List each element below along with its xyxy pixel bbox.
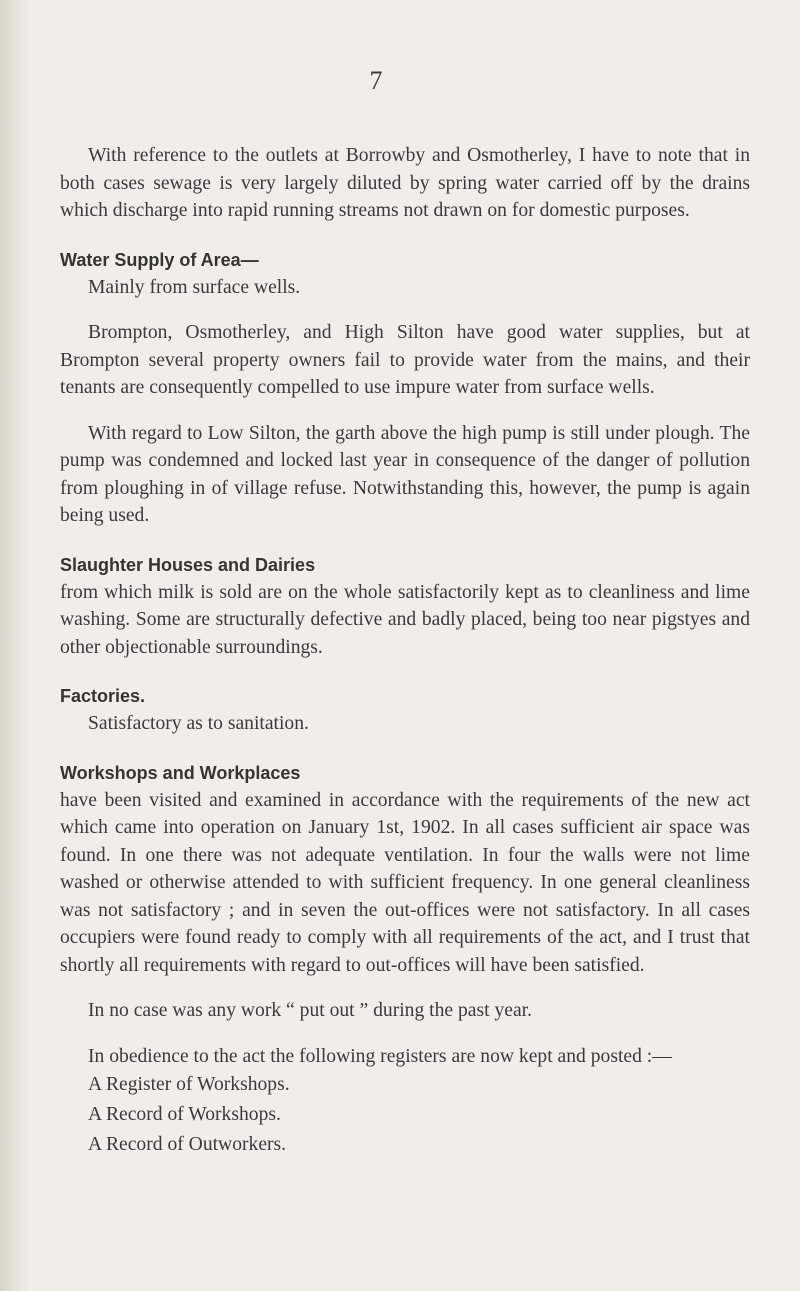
factories-text: Satisfactory as to sanitation. <box>88 713 309 734</box>
paragraph-obedience: In obedience to the act the following registers are now kept and posted :— <box>88 1045 672 1067</box>
water-supply-text: Mainly from surface wells. <box>88 276 301 298</box>
heading-water-supply: Water Supply of Area— <box>60 249 259 270</box>
heading-factories: Factories. <box>60 686 146 706</box>
page-edge-shadow <box>0 0 30 1291</box>
paragraph-brompton: Brompton, Osmotherley, and High Silton have good water supplies, but at Brompton several property owners fail to provide water from the mains, and their tenants are consequently compelled to use impure water from surface wells. <box>60 322 750 398</box>
heading-slaughter-houses: Slaughter Houses and Dairies <box>60 554 316 575</box>
register-item: A Record of Workshops. <box>88 1104 281 1125</box>
heading-workshops: Workshops and Workplaces <box>60 762 301 783</box>
paragraph-outlets: With reference to the outlets at Borrowby and Osmotherley, I have to note that in both cases sewage is very largely diluted by spring water carried off by the drains which discharge into rapid running streams not drawn on for domestic purposes. <box>60 145 750 221</box>
paragraph-put-out: In no case was any work “ put out ” during the past year. <box>88 1000 532 1021</box>
slaughter-houses-text: from which milk is sold are on the whole satisfactorily kept as to cleanliness and lime washing. Some are structurally defective and badly placed, being too near pigstyes and other objectionable surroundings. <box>60 581 750 658</box>
document-body <box>60 142 750 1160</box>
register-item: A Record of Outworkers. <box>88 1134 287 1155</box>
paragraph-low-silton: With regard to Low Silton, the garth above the high pump is still under plough. The pump was condemned and locked last year in consequence of the danger of pollution from ploughing in of village refuse. Notwithstanding this, however, the pump is again being used. <box>60 422 750 526</box>
workshops-text: have been visited and examined in accordance with the requirements of the new act which came into operation on January 1st, 1902. In all cases sufficient air space was found. In one there was not adequate ventilation. In four the walls were not lime washed or otherwise attended to with sufficient frequency. In one general cleanliness was not satisfactory ; and in seven the out-offices were not satisfactory. In all cases occupiers were found ready to comply with all requirements of the act, and I trust that shortly all requirements with regard to out-offices will have been satisfied. <box>60 789 750 976</box>
register-item: A Register of Workshops. <box>88 1074 290 1095</box>
page-number: 7 <box>369 66 383 95</box>
